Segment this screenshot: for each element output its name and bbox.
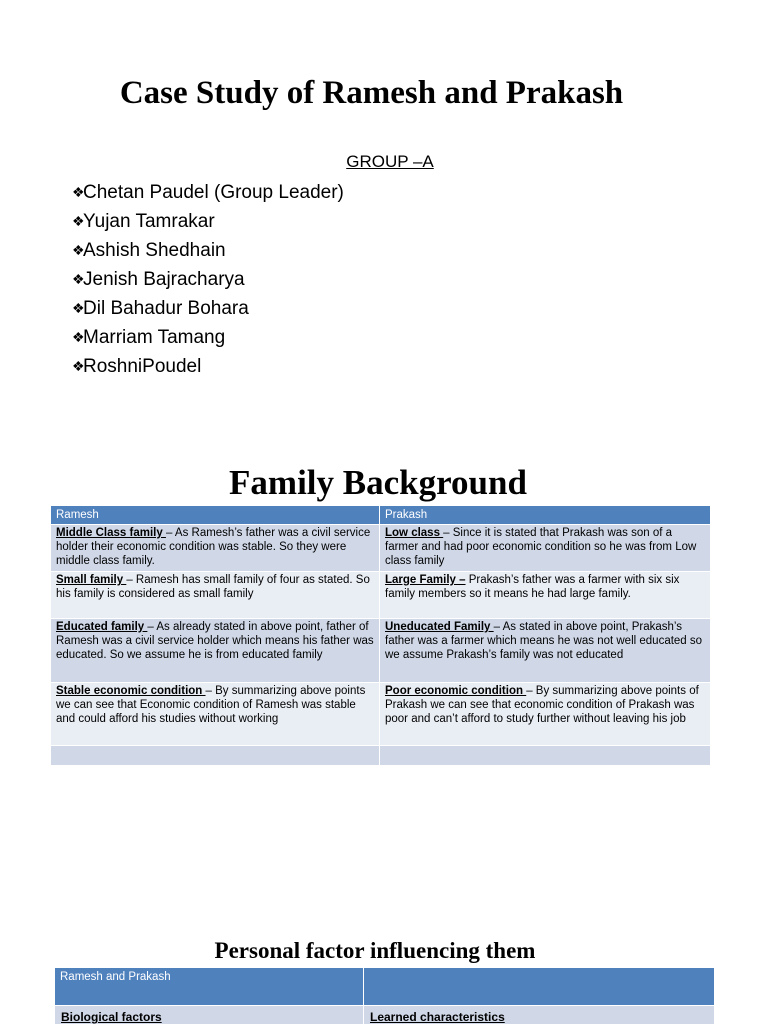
table-cell	[380, 683, 711, 746]
cell-heading: Educated family	[56, 621, 148, 633]
diamond-bullet-icon: ❖	[72, 213, 85, 229]
table-row	[51, 525, 711, 572]
table-row	[51, 746, 711, 766]
list-item	[72, 265, 344, 294]
cell-heading: Low class	[385, 527, 444, 539]
table-cell	[55, 1006, 364, 1024]
column-header-ramesh-and-prakash: Ramesh and Prakash	[55, 968, 364, 1006]
column-header-empty	[364, 968, 715, 1006]
cell-heading: Learned characteristics	[370, 1010, 505, 1024]
table-cell	[380, 746, 711, 766]
member-name: Dil Bahadur Bohara	[83, 298, 249, 319]
table-cell	[51, 619, 380, 683]
personal-factor-table	[54, 967, 715, 1024]
cell-heading: Small family	[56, 574, 127, 586]
cell-text: – Since it is stated that Prakash was son of a farmer and had poor economic condition so he was from Low class family	[385, 527, 697, 568]
personal-factor-title: Personal factor influencing them	[214, 938, 536, 963]
cell-heading: Poor economic condition	[385, 685, 527, 697]
table-cell	[51, 525, 380, 572]
cell-text: – Ramesh has small family of four as stated. So his family is considered as small family	[56, 574, 370, 601]
table-cell	[380, 525, 711, 572]
table-cell	[380, 572, 711, 619]
member-name: Yujan Tamrakar	[83, 211, 215, 232]
list-item	[72, 236, 344, 265]
diamond-bullet-icon: ❖	[72, 242, 85, 258]
table-row	[51, 572, 711, 619]
member-list	[72, 178, 344, 381]
diamond-bullet-icon: ❖	[72, 271, 85, 287]
cell-text: – As already stated in above point, father of Ramesh was a civil service holder which means his father was educated. So we assume he is from educated family	[56, 621, 374, 662]
diamond-bullet-icon: ❖	[72, 184, 85, 200]
table-row	[51, 683, 711, 746]
cell-heading: Middle Class family	[56, 527, 166, 539]
table-cell	[51, 746, 380, 766]
table-header-row	[51, 506, 711, 525]
cell-text: – As Ramesh’s father was a civil service holder their economic condition was stable. So they were middle class family.	[56, 527, 371, 568]
list-item	[72, 178, 344, 207]
cell-text: Prakash’s father was a farmer with six six family members so it means he had large family.	[385, 574, 680, 601]
cell-heading: Large Family –	[385, 574, 466, 586]
cell-text: – As stated in above point, Prakash’s father was a farmer which means he was not well educated so we assume Prakash’s family was not educated	[385, 621, 703, 662]
cell-heading: Stable economic condition	[56, 685, 206, 697]
group-label: GROUP –A	[346, 152, 434, 171]
member-name: RoshniPoudel	[83, 356, 202, 377]
table-cell	[380, 619, 711, 683]
cell-heading: Uneducated Family	[385, 621, 494, 633]
page-title: Case Study of Ramesh and Prakash	[119, 75, 624, 111]
table-cell	[51, 683, 380, 746]
column-header-ramesh: Ramesh	[51, 506, 380, 525]
diamond-bullet-icon: ❖	[72, 329, 85, 345]
table-header-row	[55, 968, 715, 1006]
list-item	[72, 207, 344, 236]
member-name: Ashish Shedhain	[83, 240, 226, 261]
list-item	[72, 352, 344, 381]
list-item	[72, 323, 344, 352]
list-item	[72, 294, 344, 323]
table-row	[55, 1006, 715, 1024]
column-header-prakash: Prakash	[380, 506, 711, 525]
table-cell	[51, 572, 380, 619]
diamond-bullet-icon: ❖	[72, 358, 85, 374]
cell-heading: Biological factors	[61, 1010, 162, 1024]
cell-text: – By summarizing above points of Prakash we can see that economic condition of Prakash was poor and can’t afford to study further without leaving his job	[385, 685, 699, 726]
family-background-table	[50, 505, 711, 766]
member-name: Chetan Paudel (Group Leader)	[83, 182, 344, 203]
member-name: Marriam Tamang	[83, 327, 226, 348]
cell-text: – By summarizing above points we can see that Economic condition of Ramesh was stable and could afford his studies without working	[56, 685, 366, 726]
family-background-title: Family Background	[229, 463, 527, 502]
diamond-bullet-icon: ❖	[72, 300, 85, 316]
member-name: Jenish Bajracharya	[83, 269, 245, 290]
table-row	[51, 619, 711, 683]
table-cell	[364, 1006, 715, 1024]
